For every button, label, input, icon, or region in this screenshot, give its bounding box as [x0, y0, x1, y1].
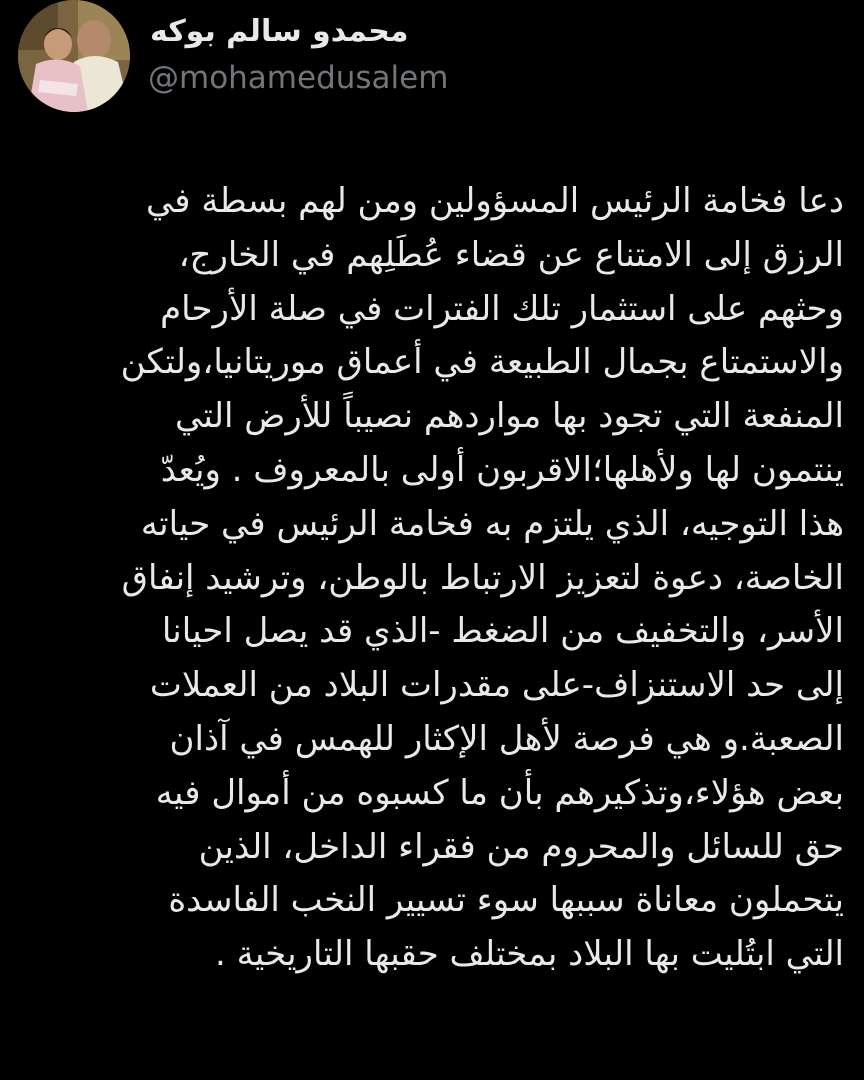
tweet-line: الأسر، والتخفيف من الضغط -الذي قد يصل احيانا [161, 611, 844, 652]
tweet-line: الرزق إلى الامتناع عن قضاء عُطَلِهم في الخارج، [178, 234, 844, 275]
author-display-name[interactable]: محمدو سالم بوكه [150, 14, 409, 49]
tweet-line: المنفعة التي تجود بها مواردهم نصيباً للأرض التي [175, 396, 844, 437]
tweet-header [18, 0, 848, 115]
tweet-line: التي ابتُليت بها البلاد بمختلف حقبها التاريخية . [215, 934, 844, 975]
tweet-line: حق للسائل والمحروم من فقراء الداخل، الذين [198, 826, 844, 867]
tweet-line: الخاصة، دعوة لتعزيز الارتباط بالوطن، وترشيد إنفاق [121, 557, 844, 598]
author-handle[interactable]: @mohamedusalem [148, 60, 449, 96]
tweet-line: بعض هؤلاء،وتذكيرهم بأن ما كسبوه من أموال فيه [155, 772, 844, 813]
avatar-photo [18, 0, 130, 112]
tweet-line: وحثهم على استثمار تلك الفترات في صلة الأرحام [160, 288, 844, 329]
tweet-line: هذا التوجيه، الذي يلتزم به فخامة الرئيس في حياته [140, 503, 844, 544]
tweet-line: يتحملون معاناة سببها سوء تسيير النخب الفاسدة [168, 880, 844, 921]
tweet-line: إلى حد الاستنزاف-على مقدرات البلاد من العملات [149, 665, 844, 706]
tweet-line: الصعبة.و هي فرصة لأهل الإكثار للهمس في آذان [169, 718, 844, 759]
tweet-line: والاستمتاع بجمال الطبيعة في أعماق موريتانيا،ولتكن [120, 342, 844, 383]
tweet-line: ينتمون لها ولأهلها؛الاقربون أولى بالمعروف . ويُعدّ [160, 449, 844, 490]
tweet-text [22, 175, 844, 982]
avatar[interactable] [18, 0, 130, 112]
tweet-line: دعا فخامة الرئيس المسؤولين ومن لهم بسطة في [145, 181, 844, 221]
